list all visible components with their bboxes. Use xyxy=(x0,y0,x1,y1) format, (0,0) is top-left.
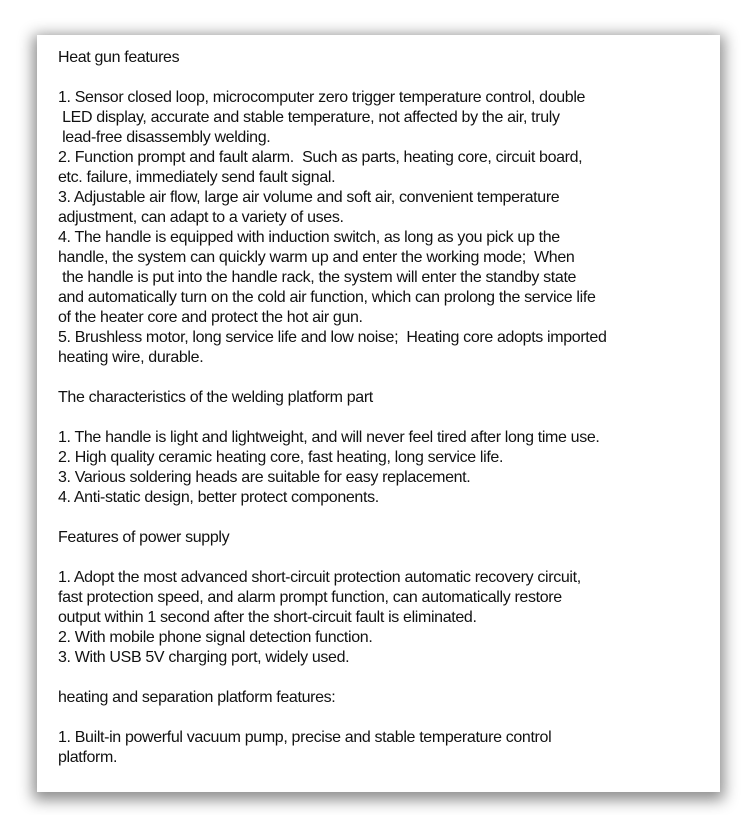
section-line: 4. The handle is equipped with induction switch, as long as you pick up the xyxy=(58,229,560,246)
blank-line xyxy=(58,668,712,688)
section-line: adjustment, can adapt to a variety of uses. xyxy=(58,209,344,226)
section-line: 5. Brushless motor, long service life and low noise; Heating core adopts imported xyxy=(58,329,607,346)
section-heading: heating and separation platform features: xyxy=(58,689,336,706)
section-line: the handle is put into the handle rack, the system will enter the standby state xyxy=(58,269,577,286)
section-heading: Heat gun features xyxy=(58,49,180,66)
blank-line xyxy=(58,548,712,568)
section-line: 3. With USB 5V charging port, widely used. xyxy=(58,649,350,666)
section-line: and automatically turn on the cold air function, which can prolong the service life xyxy=(58,289,596,306)
section-line: platform. xyxy=(58,749,118,766)
section-line: fast protection speed, and alarm prompt function, can automatically restore xyxy=(58,589,562,606)
blank-line xyxy=(58,708,712,728)
blank-line xyxy=(58,508,712,528)
section-line: 2. High quality ceramic heating core, fast heating, long service life. xyxy=(58,449,504,466)
section-line: handle, the system can quickly warm up and enter the working mode; When xyxy=(58,249,575,266)
section-line: 3. Various soldering heads are suitable for easy replacement. xyxy=(58,469,471,486)
section-line: 2. With mobile phone signal detection function. xyxy=(58,629,373,646)
section-line: lead-free disassembly welding. xyxy=(58,129,271,146)
document-content xyxy=(58,48,712,768)
section-line: 3. Adjustable air flow, large air volume and soft air, convenient temperature xyxy=(58,189,560,206)
section-line: 1. Built-in powerful vacuum pump, precise and stable temperature control xyxy=(58,729,552,746)
section-line: 2. Function prompt and fault alarm. Such as parts, heating core, circuit board, xyxy=(58,149,583,166)
section-line: 1. The handle is light and lightweight, and will never feel tired after long time use. xyxy=(58,429,600,446)
section-line: heating wire, durable. xyxy=(58,349,204,366)
section-line: output within 1 second after the short-circuit fault is eliminated. xyxy=(58,609,477,626)
section-line: of the heater core and protect the hot air gun. xyxy=(58,309,363,326)
section-heading: The characteristics of the welding platform part xyxy=(58,389,373,406)
section-line: etc. failure, immediately send fault signal. xyxy=(58,169,336,186)
section-line: 4. Anti-static design, better protect components. xyxy=(58,489,379,506)
section-line: LED display, accurate and stable temperature, not affected by the air, truly xyxy=(58,109,560,126)
section-heading: Features of power supply xyxy=(58,529,230,546)
document-card xyxy=(37,35,720,792)
blank-line xyxy=(58,408,712,428)
blank-line xyxy=(58,368,712,388)
section-line: 1. Adopt the most advanced short-circuit protection automatic recovery circuit, xyxy=(58,569,581,586)
section-line: 1. Sensor closed loop, microcomputer zero trigger temperature control, double xyxy=(58,89,586,106)
blank-line xyxy=(58,68,712,88)
